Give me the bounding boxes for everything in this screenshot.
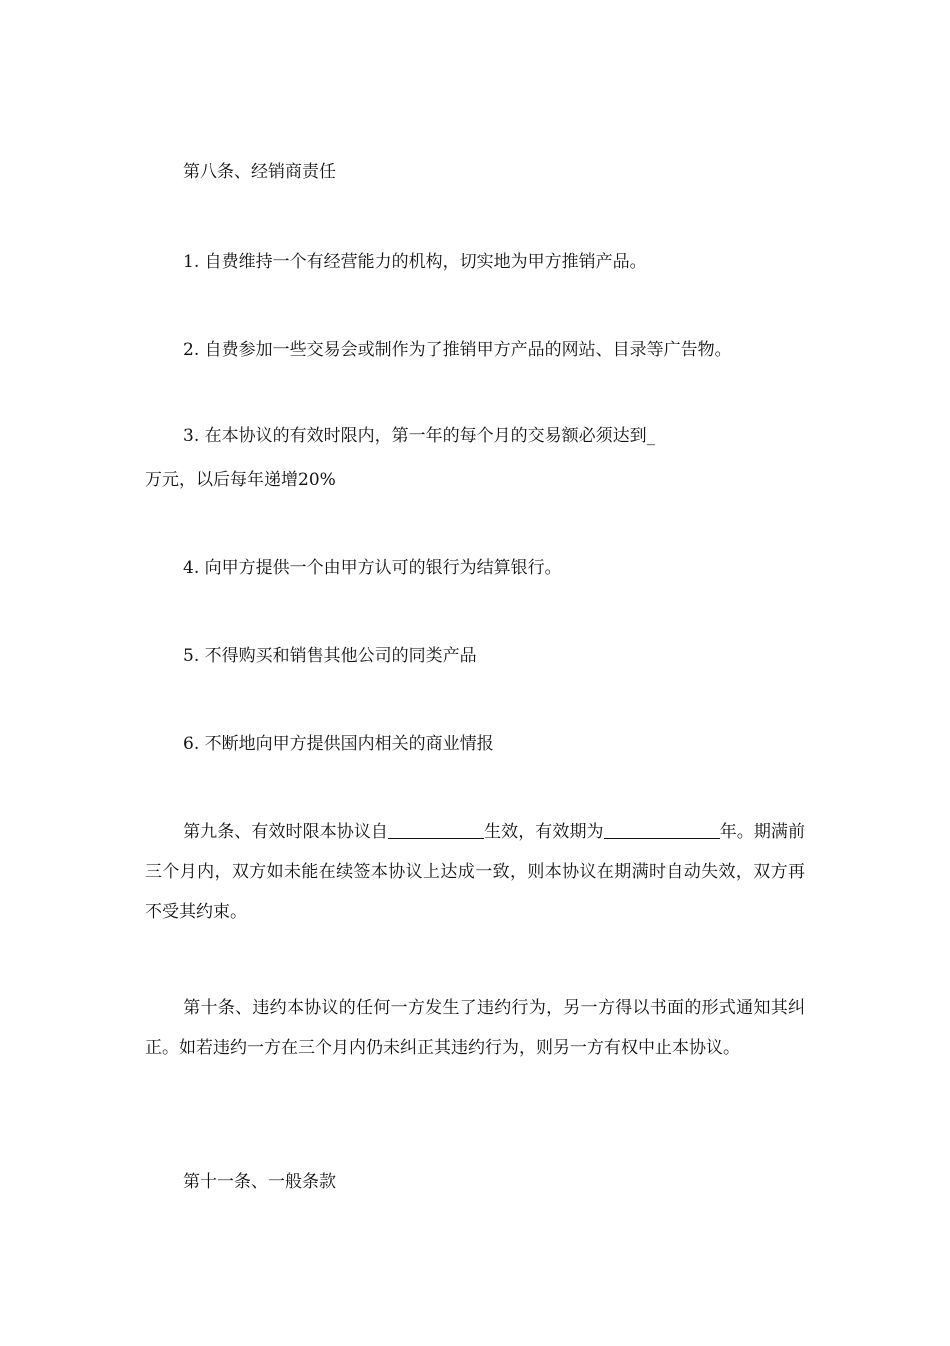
article-8-item-5: 5. 不得购买和销售其他公司的同类产品 — [183, 646, 477, 666]
validity-period-blank — [604, 820, 720, 839]
article-8-item-3-continued: 万元，以后每年递增20% — [145, 470, 336, 490]
article-10-text: 第十条、违约本协议的任何一方发生了违约行为，另一方得以书面的形式通知其纠正。如若违约一方在三个月内仍未纠正其违约行为，则另一方有权中止本协议。 — [145, 998, 805, 1058]
article-8-item-3: 3. 在本协议的有效时限内，第一年的每个月的交易额必须达到_ — [183, 426, 656, 446]
article-9-paragraph — [145, 812, 805, 932]
article-9-text-part2: 生效，有效期为 — [484, 822, 604, 842]
article-11-heading: 第十一条、一般条款 — [183, 1172, 336, 1192]
article-8-item-1: 1. 自费维持一个有经营能力的机构，切实地为甲方推销产品。 — [183, 252, 647, 272]
article-8-heading: 第八条、经销商责任 — [183, 162, 336, 182]
article-9-text-part1: 第九条、有效时限本协议自 — [183, 822, 388, 842]
article-8-item-2: 2. 自费参加一些交易会或制作为了推销甲方产品的网站、目录等广告物。 — [183, 340, 732, 360]
article-10-paragraph — [145, 988, 805, 1068]
article-8-item-4: 4. 向甲方提供一个由甲方认可的银行为结算银行。 — [183, 558, 562, 578]
effective-date-blank — [388, 820, 484, 839]
article-8-item-6: 6. 不断地向甲方提供国内相关的商业情报 — [183, 734, 494, 754]
article-9-text-part3: 年。期满前三个月内，双方如未能在续签本协议上达成一致，则本协议在期满时自动失效，双方再不受其约束。 — [145, 822, 806, 922]
